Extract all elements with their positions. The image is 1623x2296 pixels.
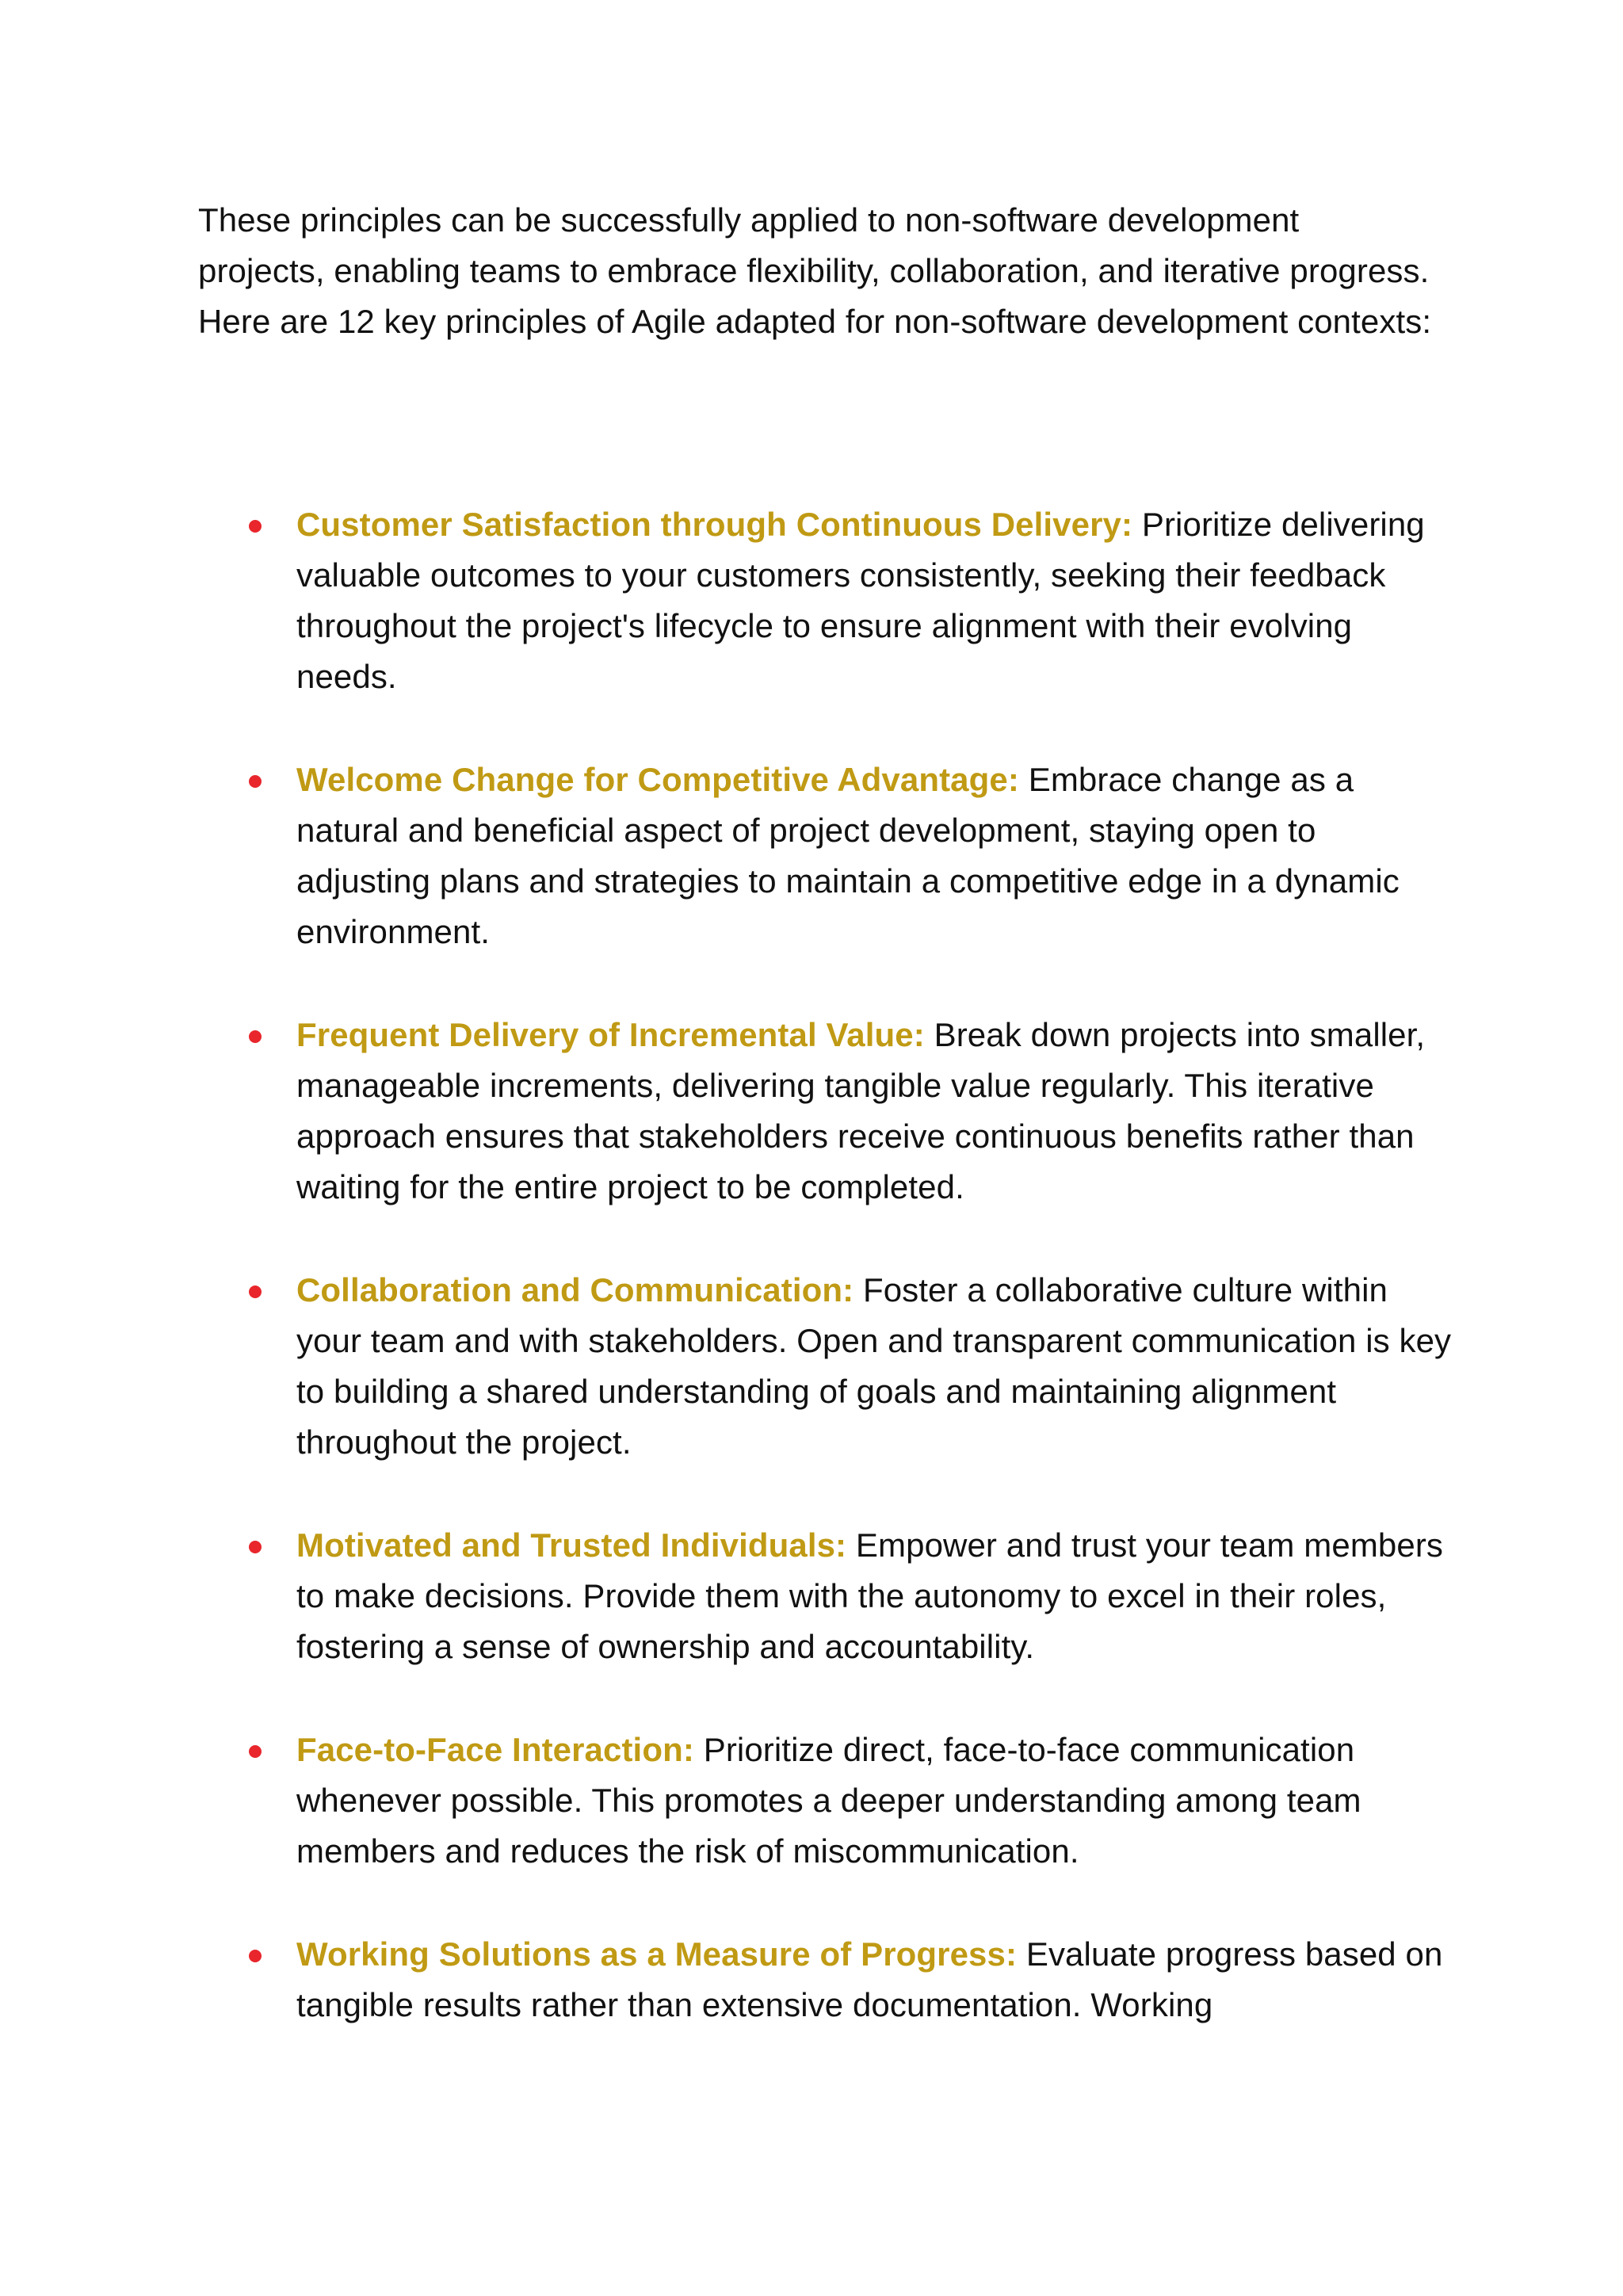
intro-paragraph-1: These principles can be successfully applied to non-software development projects, enabling teams to embrace flexibility, collaboration, and iterative progress. — [198, 201, 1430, 289]
intro-text — [198, 195, 1434, 347]
principle-item-4 — [198, 1265, 1458, 1468]
principle-term: Motivated and Trusted Individuals: — [296, 1526, 856, 1564]
principle-description: Prioritize direct, face-to-face communication whenever possible. This promotes a deeper understanding among team members and reduces the risk of miscommunication. — [296, 1731, 1361, 1870]
principle-description: Break down projects into smaller, manageable increments, delivering tangible value regularly. This iterative approach ensures that stakeholders receive continuous benefits rather than waiting for the entire project to be completed. — [296, 1016, 1426, 1205]
principle-item-3 — [198, 1010, 1458, 1213]
principle-term: Welcome Change for Competitive Advantage: — [296, 761, 1029, 798]
principle-description: Empower and trust your team members to make decisions. Provide them with the autonomy to excel in their roles, fostering a sense of ownership and accountability. — [296, 1526, 1444, 1665]
principle-term: Frequent Delivery of Incremental Value: — [296, 1016, 934, 1053]
bullet-icon — [249, 1030, 262, 1043]
principle-term: Working Solutions as a Measure of Progress: — [296, 1935, 1026, 1973]
principle-description: Prioritize delivering valuable outcomes to your customers consistently, seeking their feedback throughout the project's lifecycle to ensure alignment with their evolving needs. — [296, 506, 1425, 695]
bullet-icon — [249, 1745, 262, 1758]
bullet-icon — [249, 1950, 262, 1962]
principle-description: Foster a collaborative culture within your team and with stakeholders. Open and transparent communication is key to building a shared understanding of goals and maintaining alignment throughout the project. — [296, 1271, 1452, 1461]
bullet-icon — [249, 775, 262, 788]
bullet-icon — [249, 1286, 262, 1298]
principle-term: Face-to-Face Interaction: — [296, 1731, 704, 1768]
bullet-icon — [249, 1541, 262, 1553]
principle-description: Embrace change as a natural and beneficial aspect of project development, staying open to adjusting plans and strategies to maintain a competitive edge in a dynamic environment. — [296, 761, 1400, 950]
principle-item-2 — [198, 755, 1458, 957]
intro-paragraph-2: Here are 12 key principles of Agile adapted for non-software development contexts: — [198, 303, 1432, 340]
principle-item-1 — [198, 499, 1458, 702]
principle-item-7 — [198, 1929, 1458, 2030]
bullet-icon — [249, 520, 262, 533]
principle-description: Evaluate progress based on tangible results rather than extensive documentation. Working — [296, 1935, 1443, 2023]
principle-item-5 — [198, 1520, 1458, 1672]
principle-term: Collaboration and Communication: — [296, 1271, 863, 1308]
principle-term: Customer Satisfaction through Continuous Delivery: — [296, 506, 1142, 543]
principle-item-6 — [198, 1725, 1458, 1877]
principles-list — [198, 499, 1458, 2083]
